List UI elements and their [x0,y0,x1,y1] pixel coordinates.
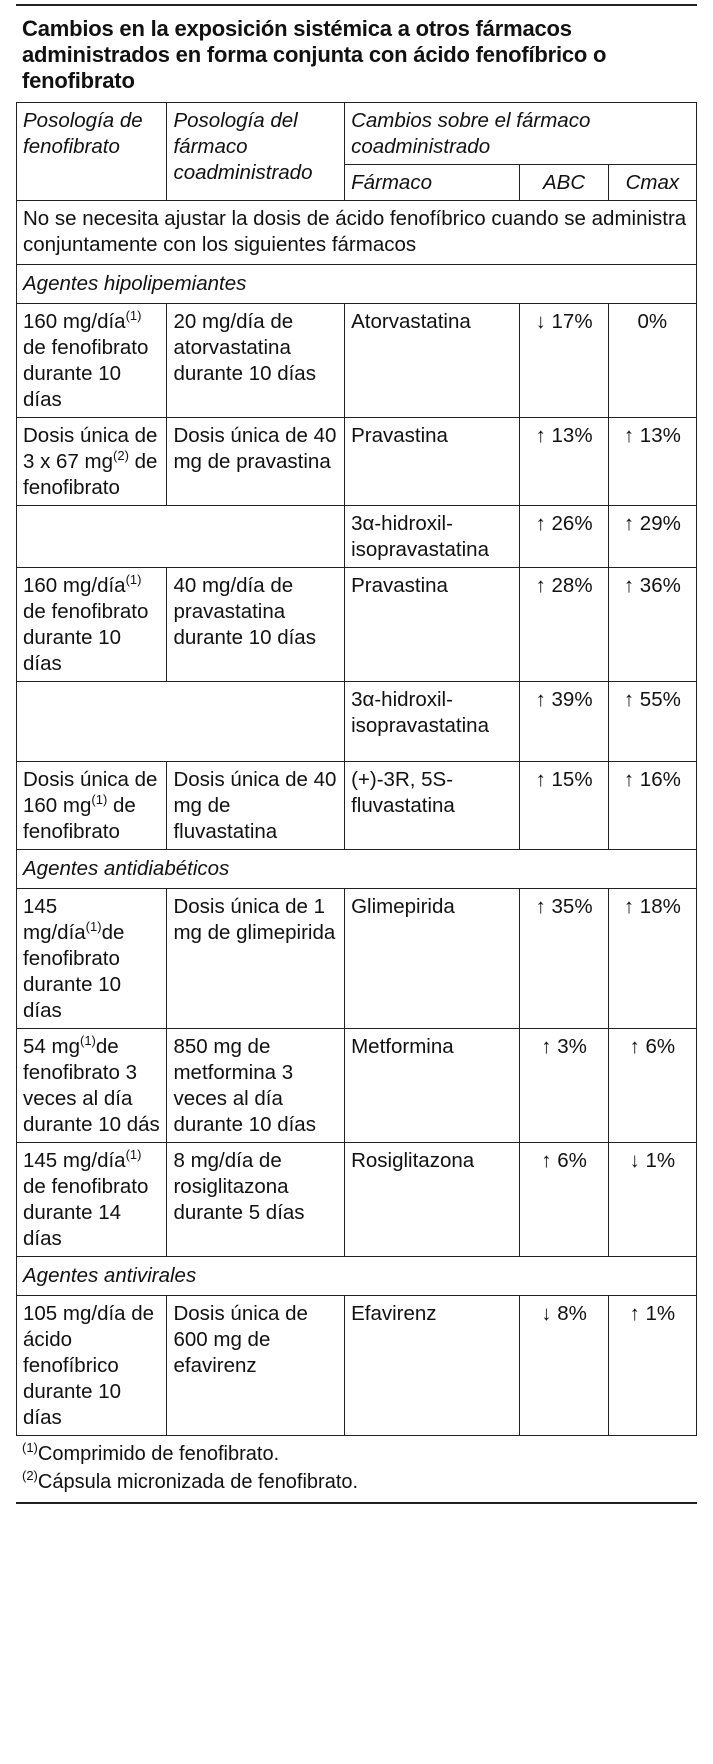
section-antivirales: Agentes antivirales [17,1257,697,1296]
table-row [17,418,697,506]
cell-abc: ↑ 3% [520,1029,608,1143]
cell-empty [17,682,345,762]
table-row [17,304,697,418]
cell-fenofibrato: Dosis única de 3 x 67 $mg^{(2)}$ de fenofibrato [17,418,167,506]
note-text: No se necesita ajustar la dosis de ácido fenofíbrico cuando se administra conjuntamente con los siguientes fármacos [17,201,697,265]
header-farmaco: Fármaco [345,165,520,201]
table-row [17,1029,697,1143]
cell-farmaco: 3α-hidroxil-isopravastatina [345,506,520,568]
cell-cmax: ↑ 6% [608,1029,696,1143]
section-row [17,850,697,889]
cell-cmax: ↑ 1% [608,1296,696,1436]
cell-fenofibrato: 160 mg/día$^{(1)}$ de fenofibrato durante 10 días [17,304,167,418]
cell-farmaco: Pravastina [345,568,520,682]
cell-farmaco: Atorvastatina [345,304,520,418]
table-row [17,762,697,850]
cell-fenofibrato: Dosis única de 160 $mg^{(1)}$ de fenofibrato [17,762,167,850]
bottom-rule [16,1502,697,1504]
cell-abc: ↓ 8% [520,1296,608,1436]
cell-empty [17,506,345,568]
table-row [17,506,697,568]
cell-farmaco: Glimepirida [345,889,520,1029]
footnotes [16,1436,697,1502]
cell-coadministrado: 40 mg/día de pravastatina durante 10 días [167,568,345,682]
cell-abc: ↑ 28% [520,568,608,682]
cell-farmaco: (+)-3R, 5S-fluvastatina [345,762,520,850]
table-row [17,568,697,682]
header-cambios: Cambios sobre el fármaco coadministrado [345,103,697,165]
table-caption: Cambios en la exposición sistémica a otros fármacos administrados en forma conjunta con ácido fenofíbrico o fenofibrato [22,16,607,93]
cell-fenofibrato: 145 mg/día$^{(1)}$ de fenofibrato durante 14 días [17,1143,167,1257]
cell-cmax: ↑ 16% [608,762,696,850]
footnote-2: $^{(2)}$Cápsula micronizada de fenofibrato. [22,1468,359,1493]
cell-coadministrado: 20 mg/día de atorvastatina durante 10 días [167,304,345,418]
cell-abc: ↑ 13% [520,418,608,506]
table-row [17,889,697,1029]
footnote-1: $^{(1)}$Comprimido de fenofibrato. [22,1440,280,1465]
section-antidiabeticos: Agentes antidiabéticos [17,850,697,889]
cell-cmax: ↓ 1% [608,1143,696,1257]
cell-coadministrado: Dosis única de 40 mg de fluvastatina [167,762,345,850]
cell-abc: ↑ 35% [520,889,608,1029]
cell-abc: ↑ 6% [520,1143,608,1257]
cell-fenofibrato: 105 mg/día de ácido fenofíbrico durante 10 días [17,1296,167,1436]
cell-coadministrado: Dosis única de 1 mg de glimepirida [167,889,345,1029]
cell-coadministrado: 850 mg de metformina 3 veces al día durante 10 días [167,1029,345,1143]
cell-coadministrado: 8 mg/día de rosiglitazona durante 5 días [167,1143,345,1257]
table-row [17,1296,697,1436]
cell-coadministrado: Dosis única de 600 mg de efavirenz [167,1296,345,1436]
cell-cmax: ↑ 13% [608,418,696,506]
cell-fenofibrato: 160 mg/día$^{(1)}$ de fenofibrato durante 10 días [17,568,167,682]
document-page [16,0,697,1504]
header-cmax: Cmax [608,165,696,201]
cell-farmaco: 3α-hidroxil-isopravastatina [345,682,520,762]
cell-cmax: 0% [608,304,696,418]
header-posologia-coadministrado: Posología del fármaco coadministrado [167,103,345,201]
cell-farmaco: Rosiglitazona [345,1143,520,1257]
table-row [17,682,697,762]
header-abc: ABC [520,165,608,201]
cell-cmax: ↑ 36% [608,568,696,682]
header-posologia-fenofibrato: Posología de fenofibrato [17,103,167,201]
section-row [17,1257,697,1296]
section-row [17,265,697,304]
interaction-table [16,102,697,1436]
cell-abc: ↑ 39% [520,682,608,762]
cell-cmax: ↑ 29% [608,506,696,568]
cell-farmaco: Efavirenz [345,1296,520,1436]
cell-abc: ↑ 26% [520,506,608,568]
header-row [17,103,697,165]
note-row [17,201,697,265]
cell-fenofibrato: 54 $mg^{(1)}de$ fenofibrato 3 veces al día durante 10 dás [17,1029,167,1143]
section-hipolipemiantes: Agentes hipolipemiantes [17,265,697,304]
table-row [17,1143,697,1257]
cell-abc: ↓ 17% [520,304,608,418]
cell-coadministrado: Dosis única de 40 mg de pravastina [167,418,345,506]
cell-cmax: ↑ 18% [608,889,696,1029]
cell-farmaco: Metformina [345,1029,520,1143]
cell-abc: ↑ 15% [520,762,608,850]
cell-fenofibrato: 145 mg/día$^{(1)}$de fenofibrato durante 10 días [17,889,167,1029]
cell-cmax: ↑ 55% [608,682,696,762]
cell-farmaco: Pravastina [345,418,520,506]
